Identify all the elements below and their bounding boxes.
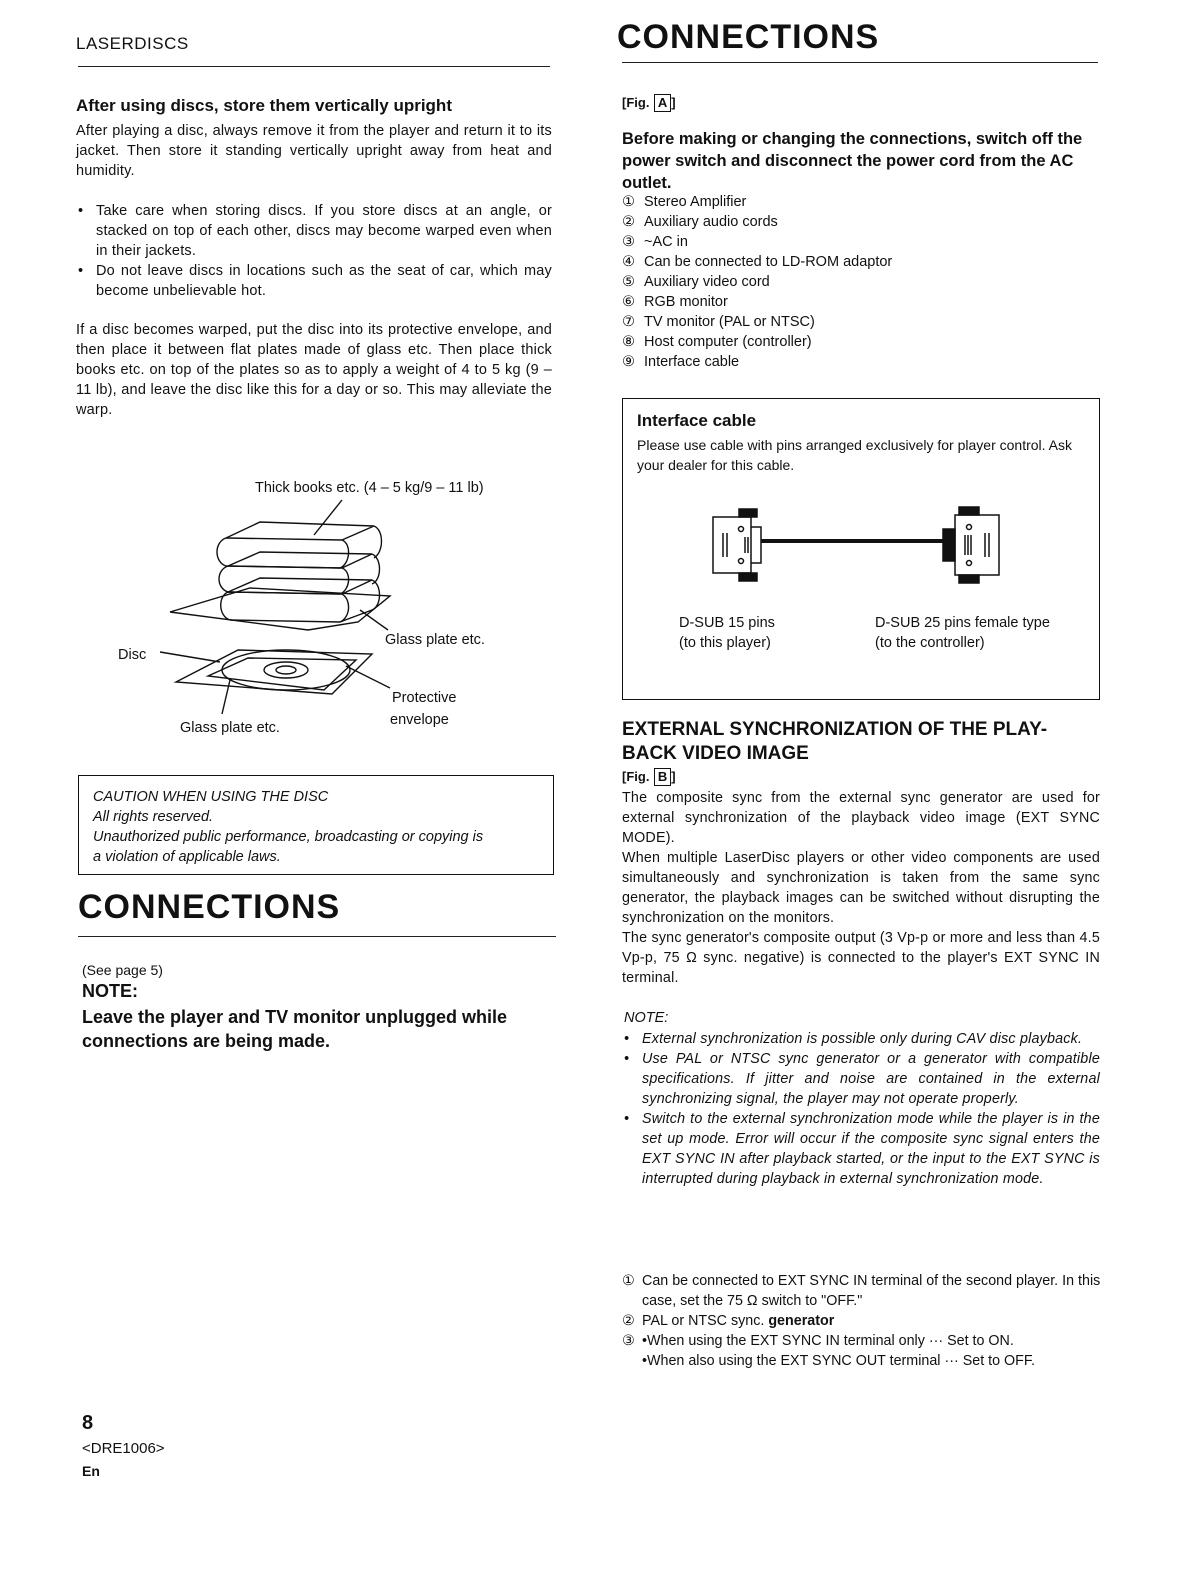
glass-plate-bottom-label: Glass plate etc. [180,720,280,736]
books-and-disc-illustration [110,470,550,740]
header-rule-left [78,66,550,67]
b-legend-item [622,1311,1102,1331]
legend-item [622,292,1102,312]
note-bullet: • External synchronization is possible only during CAV disc playback. [622,1029,1100,1049]
store-paragraph: After playing a disc, always remove it from the player and return it to its jacket. Then store it standing vertically upright away from heat and humidity. [76,123,552,179]
legend-item [622,192,1102,212]
see-page-ref: (See page 5) [82,962,163,978]
legend-number: ⑤ [622,274,635,290]
b-legend-text: PAL or NTSC sync. [642,1313,769,1329]
caution-heading: CAUTION WHEN USING THE DISC [93,789,329,805]
dsub15-destination: (to this player) [679,635,771,651]
fig-a-suffix: ] [671,95,676,110]
b-legend-number: ② [622,1313,635,1329]
fig-b-letter: B [654,768,671,786]
b-legend-text-bold: generator [768,1313,835,1329]
legend-text: Interface cable [644,354,740,370]
protective-envelope-label-1: Protective [392,690,457,706]
interface-cable-heading: Interface cable [637,411,757,430]
ext-sync-heading [622,718,1112,766]
caution-line: All rights reserved. [93,809,214,825]
ext-sync-paragraph: The sync generator's composite output (3 Vp-p or more and less than 4.5 Vp-p, 75 Ω sync. negative) is connected to the player's EXT SYNC IN terminal. [622,930,1100,986]
legend-item [622,312,1102,332]
legend-text: Stereo Amplifier [644,194,747,210]
connections-title-right: CONNECTIONS [617,18,880,56]
store-bullets [76,201,552,301]
fig-b-suffix: ] [671,769,676,784]
disc-storage-figure [110,470,550,740]
legend-number: ② [622,214,635,230]
legend-number: ④ [622,254,635,270]
b-legend-number: ① [622,1273,635,1289]
caution-box [78,775,554,875]
connections-title-left: CONNECTIONS [78,888,341,926]
note-label-left: NOTE: [82,981,138,1001]
interface-cable-text: Please use cable with pins arranged exclusively for player control. Ask your dealer for this cable. [637,437,1072,473]
caution-line: Unauthorized public performance, broadcasting or copying is [93,829,484,845]
legend-number: ⑨ [622,354,635,370]
warp-paragraph: If a disc becomes warped, put the disc into its protective envelope, and then place it between flat plates made of glass etc. Then place thick books etc. on top of the plates so as to apply a weight of 4 to 5 kg (9 – 11 lb), and leave the disc like this for a day or so. This may alleviate the warp. [76,322,552,418]
b-legend-text: Can be connected to EXT SYNC IN terminal of the second player. In this case, set the 75 Ω switch to "OFF." [642,1273,1101,1309]
legend-number: ③ [622,234,635,250]
fig-a-legend [622,192,1102,372]
ext-sync-heading-line1: EXTERNAL SYNCHRONIZATION OF THE PLAY- [622,719,1048,740]
legend-text: Can be connected to LD-ROM adaptor [644,254,893,270]
fig-b-prefix: [Fig. [622,769,650,784]
header-rule-right [622,62,1098,63]
caution-line: a violation of applicable laws. [93,849,281,865]
fig-a-ref [622,94,676,112]
dsub25-destination: (to the controller) [875,635,985,651]
b-legend-item [622,1331,1102,1371]
fig-b-ref [622,768,676,786]
note-bullet: • Use PAL or NTSC sync generator or a generator with compatible specifications. If jitter and noise are contained in the external synchronizing signal, the player may not operate properly. [622,1049,1100,1109]
legend-text: Host computer (controller) [644,334,812,350]
note-bullet: • Switch to the external synchronization mode while the player is in the set up mode. Error will occur if the composite sync signal enters the EXT SYNC IN after playback started, or the input to the EXT SYNC is interrupted during playback in external synchronization mode. [622,1109,1100,1189]
disc-label: Disc [118,647,147,663]
ext-sync-paragraph: The composite sync from the external sync generator are used for external synchronization of the playback video image (EXT SYNC MODE). [622,790,1100,846]
legend-item [622,252,1102,272]
b-legend-item [622,1271,1102,1311]
legend-item [622,232,1102,252]
b-legend-text: •When using the EXT SYNC IN terminal only ··· Set to ON. [642,1333,1014,1349]
books-label: Thick books etc. (4 – 5 kg/9 – 11 lb) [255,480,484,496]
connections-rule-left [78,936,556,937]
bullet-item: • Do not leave discs in locations such as the seat of car, which may become unbelievable hot. [76,261,552,301]
legend-number: ⑧ [622,334,635,350]
legend-item [622,272,1102,292]
running-head: LASERDISCS [76,34,189,53]
legend-text: Auxiliary video cord [644,274,770,290]
note-label-right: NOTE: [624,1010,669,1026]
store-heading: After using discs, store them vertically upright [76,96,452,115]
legend-item [622,352,1102,372]
b-legend-number: ③ [622,1333,635,1349]
legend-number: ⑥ [622,294,635,310]
protective-envelope-label-2: envelope [390,712,449,728]
b-legend-text: •When also using the EXT SYNC OUT terminal ··· Set to OFF. [642,1353,1036,1369]
ext-sync-heading-line2: BACK VIDEO IMAGE [622,743,809,764]
legend-text: Auxiliary audio cords [644,214,778,230]
note-bullets-right [622,1029,1100,1189]
dsub25-label [875,613,1050,653]
fig-a-letter: A [654,94,671,112]
language-code: En [82,1463,100,1479]
legend-text: ~AC in [644,234,688,250]
legend-number: ⑦ [622,314,635,330]
bullet-item: • Take care when storing discs. If you store discs at an angle, or stacked on top of each other, discs may become warped even when in their jackets. [76,201,552,261]
legend-text: RGB monitor [644,294,728,310]
document-code: <DRE1006> [82,1440,165,1457]
note-text-left: Leave the player and TV monitor unplugged while connections are being made. [82,1007,508,1051]
fig-b-legend [622,1271,1102,1371]
dsub25-pins: D-SUB 25 pins female type [875,615,1050,631]
dsub15-label [679,613,775,653]
power-warning: Before making or changing the connections, switch off the power switch and disconnect the power cord from the AC outlet. [622,130,1083,192]
glass-plate-top-label: Glass plate etc. [385,632,485,648]
dsub15-pins: D-SUB 15 pins [679,615,775,631]
legend-text: TV monitor (PAL or NTSC) [644,314,815,330]
cable-illustration [703,503,1023,593]
fig-a-prefix: [Fig. [622,95,650,110]
legend-number: ① [622,194,635,210]
interface-cable-box [622,398,1100,700]
ext-sync-body [622,788,1100,988]
legend-item [622,332,1102,352]
page-number: 8 [82,1412,94,1434]
legend-item [622,212,1102,232]
ext-sync-paragraph: When multiple LaserDisc players or other video components are used simultaneously and synchronization is taken from the same sync generator, the playback images can be switched without disrupting the synchronization on the monitors. [622,850,1100,926]
